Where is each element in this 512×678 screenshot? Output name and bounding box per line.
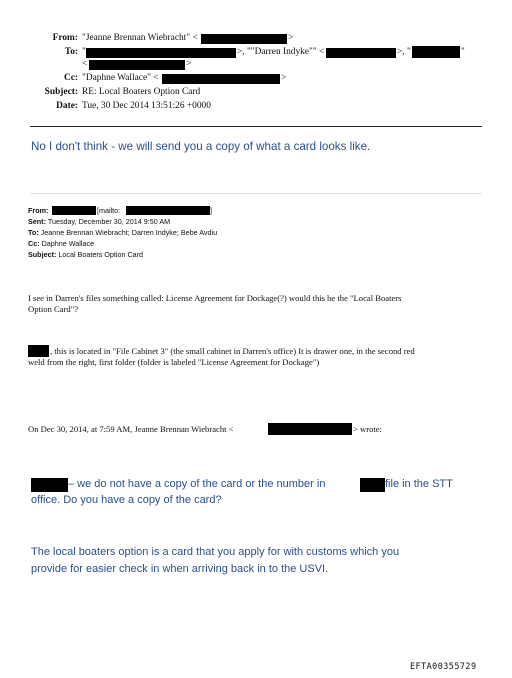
- from-label: From:: [52, 33, 78, 43]
- to-value-e: <: [82, 59, 88, 69]
- redaction-box: [52, 206, 96, 215]
- para1-line1: I see in Darren's files something called: License Agreement for Dockage(?) would this be the "Local Boaters: [28, 293, 402, 303]
- subject-value: RE: Local Boaters Option Card: [82, 87, 201, 97]
- reply-text: No I don't think - we will send you a copy of what a card looks like.: [31, 140, 371, 153]
- quoted-line3: The local boaters option is a card that you apply for with customs which you: [31, 546, 400, 558]
- quoted-line4: provide for easier check in when arriving back in to the USVI.: [31, 563, 329, 575]
- to-value-b: >, ""Darren Indyke"" <: [237, 47, 325, 57]
- quoted-subject-label: Subject:: [28, 250, 57, 259]
- redaction-box: [201, 34, 287, 44]
- para1-line2: Option Card"?: [28, 304, 79, 314]
- quoted-from: [28, 206, 48, 215]
- quoted-sent: [28, 217, 170, 226]
- redaction-box: [89, 60, 185, 70]
- redaction-box: [268, 423, 352, 435]
- quoted-cc-label: Cc:: [28, 239, 40, 248]
- redaction-box: [360, 478, 385, 492]
- redaction-box: [162, 74, 280, 84]
- on-date-prefix: On Dec 30, 2014, at 7:59 AM, Jeanne Brennan Wiebracht <: [28, 424, 234, 434]
- from-value: "Jeanne Brennan Wiebracht" <: [82, 33, 198, 43]
- para2-line2: weld from the right, first folder (folder is labeled "License Agreement for Dockage"): [28, 357, 320, 367]
- quoted-from-close: ]: [210, 206, 212, 215]
- on-date-suffix: > wrote:: [353, 424, 382, 434]
- quoted-cc-value: Daphne Wallace: [41, 239, 95, 248]
- to-value-f: >: [186, 59, 192, 69]
- quoted-sent-label: Sent:: [28, 217, 46, 226]
- quoted-cc: [28, 239, 94, 248]
- date-value: Tue, 30 Dec 2014 13:51:26 +0000: [82, 101, 211, 111]
- redaction-box: [86, 48, 236, 58]
- from-end: >: [288, 33, 294, 43]
- to-value-d: ": [461, 47, 465, 57]
- date-label: Date:: [56, 101, 78, 111]
- cc-value: "Daphne Wallace" <: [82, 73, 159, 83]
- redaction-box: [126, 206, 210, 215]
- quoted-to: [28, 228, 217, 237]
- quoted-from-mailto: [mailto:: [97, 206, 121, 215]
- quoted-to-label: To:: [28, 228, 39, 237]
- quoted-sent-value: Tuesday, December 30, 2014 9:50 AM: [47, 217, 171, 226]
- redaction-box: [28, 345, 49, 357]
- quoted-line1-a: – we do not have a copy of the card or the number in: [68, 478, 326, 490]
- redaction-box: [326, 48, 396, 58]
- cc-end: >: [281, 73, 287, 83]
- redaction-box: [412, 46, 460, 58]
- quote-divider: [30, 193, 482, 194]
- cc-label: Cc:: [63, 73, 78, 83]
- quoted-subject: [28, 250, 143, 259]
- redaction-box: [31, 478, 68, 492]
- quoted-line2: office. Do you have a copy of the card?: [31, 494, 222, 506]
- para2-line1: , this is located in "File Cabinet 3" (the small cabinet in Darren's office) It is drawer one, in the second red: [50, 346, 415, 356]
- header-divider: [30, 126, 482, 127]
- quoted-to-value: Jeanne Brennan Wiebracht; Darren Indyke; Bebe Avdiu: [40, 228, 218, 237]
- to-value-c: >, ": [397, 47, 411, 57]
- to-value-a: ": [82, 47, 86, 57]
- subject-label: Subject:: [44, 87, 78, 97]
- quoted-line1-b: file in the STT: [385, 478, 453, 490]
- to-label: To:: [64, 47, 78, 57]
- quoted-from-label: From:: [28, 206, 49, 215]
- bates-number: EFTA00355729: [410, 661, 477, 671]
- quoted-subject-value: Local Boaters Option Card: [58, 250, 144, 259]
